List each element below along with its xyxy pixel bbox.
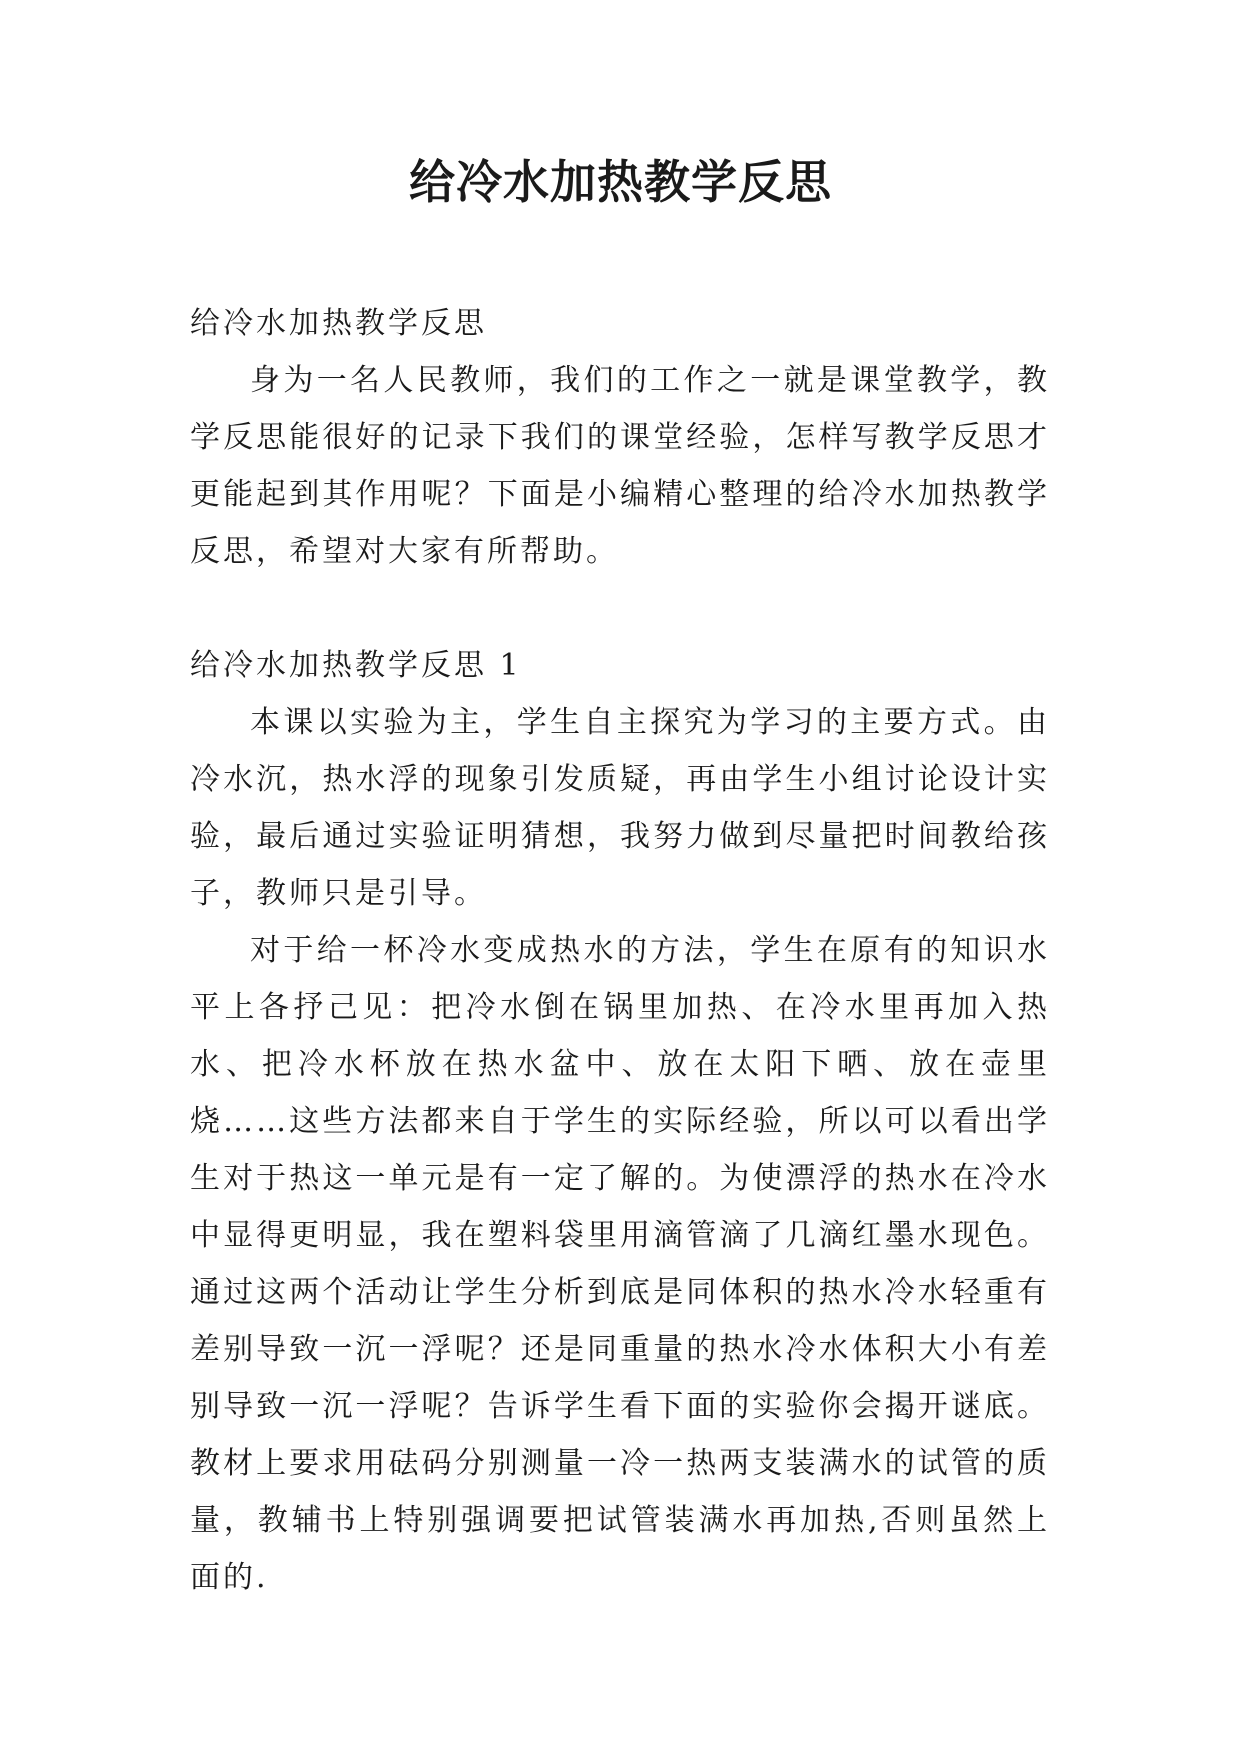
intro-heading: 给冷水加热教学反思 bbox=[190, 306, 487, 341]
section1-paragraph-1: 本课以实验为主，学生自主探究为学习的主要方式。由冷水沉，热水浮的现象引发质疑，再由学生小组讨论设计实验，最后通过实验证明猜想，我努力做到尽量把时间教给孩子，教师只是引导。 bbox=[190, 705, 1050, 911]
section1-heading: 给冷水加热教学反思 1 bbox=[190, 648, 522, 683]
section1-paragraph-2: 对于给一杯冷水变成热水的方法，学生在原有的知识水平上各抒己见：把冷水倒在锅里加热、在冷水里再加入热水、把冷水杯放在热水盆中、放在太阳下晒、放在壶里烧……这些方法都来自于学生的实际经验，所以可以看出学生对于热这一单元是有一定了解的。为使漂浮的热水在冷水中显得更明显，我在塑料袋里用滴管滴了几滴红墨水现色。通过这两个活动让学生分析到底是同体积的热水冷水轻重有差别导致一沉一浮呢？还是同重量的热水冷水体积大小有差别导致一沉一浮呢？告诉学生看下面的实验你会揭开谜底。教材上要求用砝码分别测量一冷一热两支装满水的试管的质量，教辅书上特别强调要把试管装满水再加热,否则虽然上面的. bbox=[190, 933, 1050, 1595]
document-title: 给冷水加热教学反思 bbox=[409, 155, 832, 209]
intro-paragraph: 身为一名人民教师，我们的工作之一就是课堂教学，教学反思能很好的记录下我们的课堂经验，怎样写教学反思才更能起到其作用呢？下面是小编精心整理的给冷水加热教学反思，希望对大家有所帮助。 bbox=[190, 363, 1050, 569]
section-spacer bbox=[190, 580, 1050, 637]
document-body bbox=[190, 295, 1050, 1606]
